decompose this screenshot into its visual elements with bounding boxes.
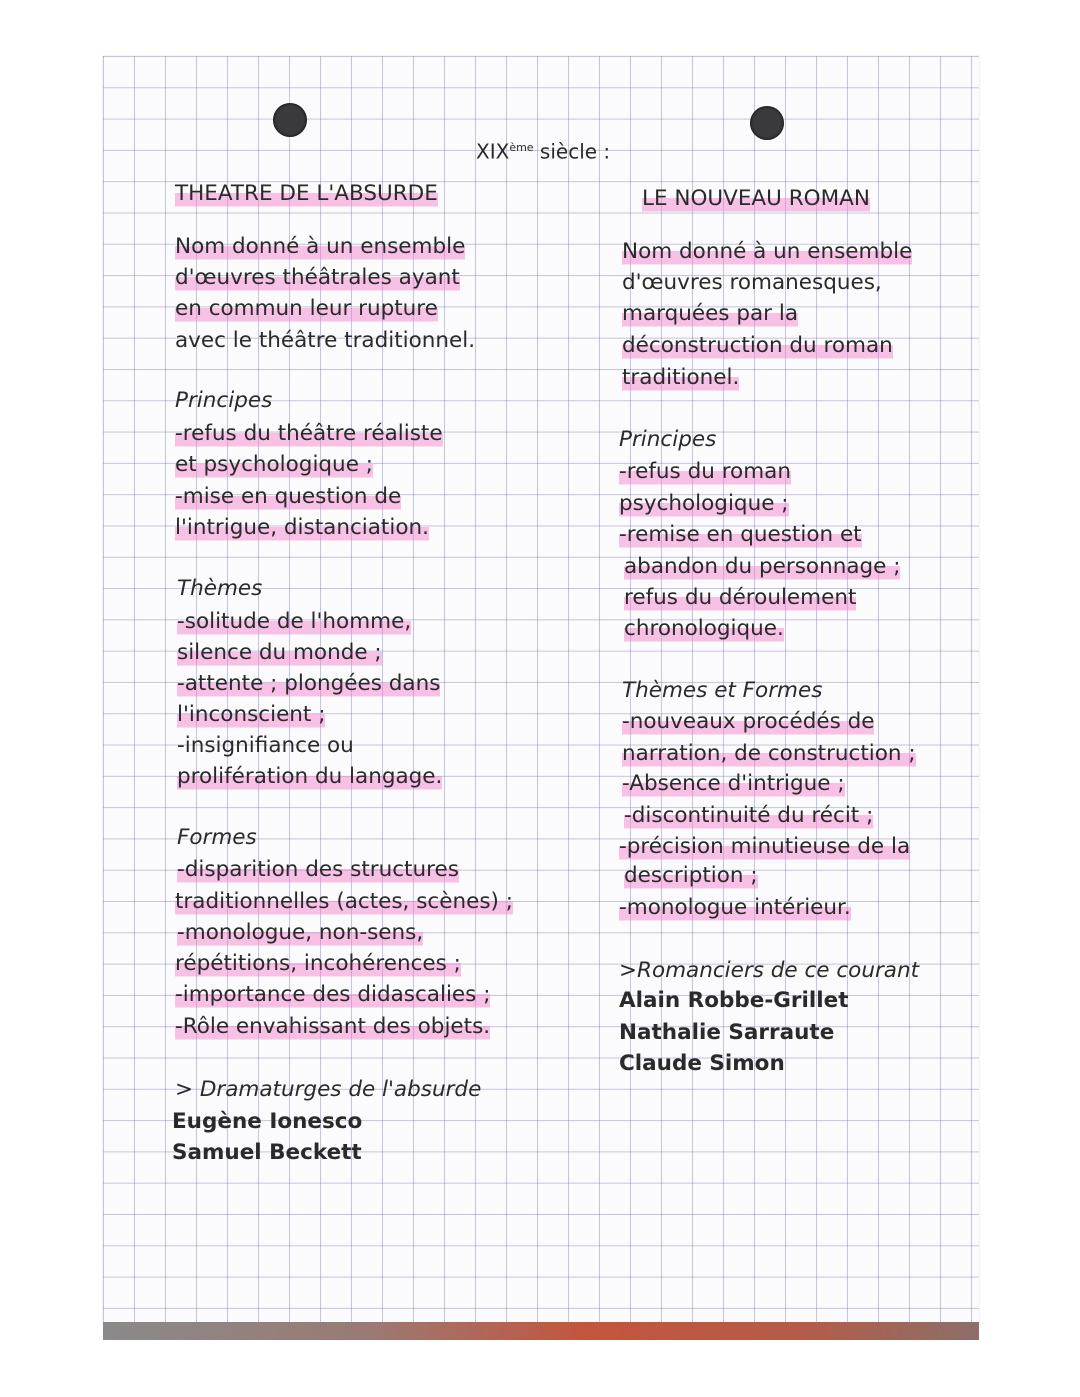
left-formes-line: -monologue, non-sens, — [177, 917, 423, 948]
right-principes-line: chronologique. — [624, 613, 784, 644]
left-principes-line: et psychologique ; — [175, 449, 373, 480]
right-intro-line: Nom donné à un ensemble — [622, 236, 912, 267]
left-principes-heading: Principes — [175, 388, 273, 413]
left-author: Samuel Beckett — [172, 1140, 362, 1165]
left-formes-line: -importance des didascalies ; — [175, 979, 490, 1010]
left-themes-line: -insignifiance ou — [177, 733, 354, 758]
page-bottom-shadow — [103, 1322, 979, 1340]
left-formes-line: traditionnelles (actes, scènes) ; — [175, 886, 513, 917]
left-themes-line: prolifération du langage. — [177, 761, 442, 792]
right-author: Nathalie Sarraute — [619, 1020, 835, 1045]
left-formes-line: -disparition des structures — [177, 854, 459, 885]
left-intro-line: avec le théâtre traditionnel. — [175, 328, 476, 353]
left-themes-heading: Thèmes — [177, 576, 263, 601]
left-formes-heading: Formes — [177, 825, 257, 850]
left-themes-line: silence du monde ; — [177, 637, 382, 668]
binder-hole-right — [750, 106, 784, 140]
left-principes-line: l'intrigue, distanciation. — [175, 512, 429, 543]
left-intro-line: d'œuvres théâtrales ayant — [175, 262, 460, 293]
right-themes-line: -discontinuité du récit ; — [624, 800, 873, 831]
right-intro-line: traditionel. — [622, 362, 739, 393]
right-author: Alain Robbe-Grillet — [619, 988, 849, 1013]
right-intro-line: déconstruction du roman — [622, 330, 893, 361]
right-intro-line: marquées par la — [622, 298, 798, 329]
right-principes-heading: Principes — [619, 427, 717, 452]
left-themes-line: l'inconscient ; — [177, 699, 325, 730]
right-principes-line: refus du déroulement — [624, 582, 856, 613]
right-themes-line: -précision minutieuse de la — [619, 831, 910, 862]
left-themes-line: -attente ; plongées dans — [177, 668, 440, 699]
binder-hole-left — [273, 103, 307, 137]
right-authors-heading: >Romanciers de ce courant — [619, 958, 920, 983]
right-title: LE NOUVEAU ROMAN — [642, 183, 870, 214]
left-authors-heading: > Dramaturges de l'absurde — [175, 1077, 482, 1102]
right-principes-line: -remise en question et — [619, 519, 862, 550]
left-author: Eugène Ionesco — [172, 1109, 363, 1134]
left-formes-line: répétitions, incohérences ; — [175, 948, 461, 979]
right-themes-line: description ; — [624, 860, 758, 891]
right-themes-heading: Thèmes et Formes — [622, 678, 823, 703]
right-principes-line: psychologique ; — [619, 488, 789, 519]
left-intro-line: Nom donné à un ensemble — [175, 231, 465, 262]
left-intro-line: en commun leur rupture — [175, 293, 438, 324]
right-themes-line: -nouveaux procédés de — [622, 706, 874, 737]
left-themes-line: -solitude de l'homme, — [177, 606, 411, 637]
right-themes-line: -Absence d'intrigue ; — [622, 768, 845, 799]
century-heading: XIXème siècle : — [476, 139, 611, 164]
left-formes-line: -Rôle envahissant des objets. — [175, 1011, 490, 1042]
left-title: THEATRE DE L'ABSURDE — [175, 178, 438, 209]
right-intro-line: d'œuvres romanesques, — [622, 270, 882, 295]
left-principes-line: -mise en question de — [175, 481, 401, 512]
right-principes-line: abandon du personnage ; — [624, 551, 900, 582]
right-themes-line: -monologue intérieur. — [619, 892, 851, 923]
right-themes-line: narration, de construction ; — [622, 738, 916, 769]
right-author: Claude Simon — [619, 1051, 785, 1076]
right-principes-line: -refus du roman — [619, 456, 791, 487]
left-principes-line: -refus du théâtre réaliste — [175, 418, 443, 449]
